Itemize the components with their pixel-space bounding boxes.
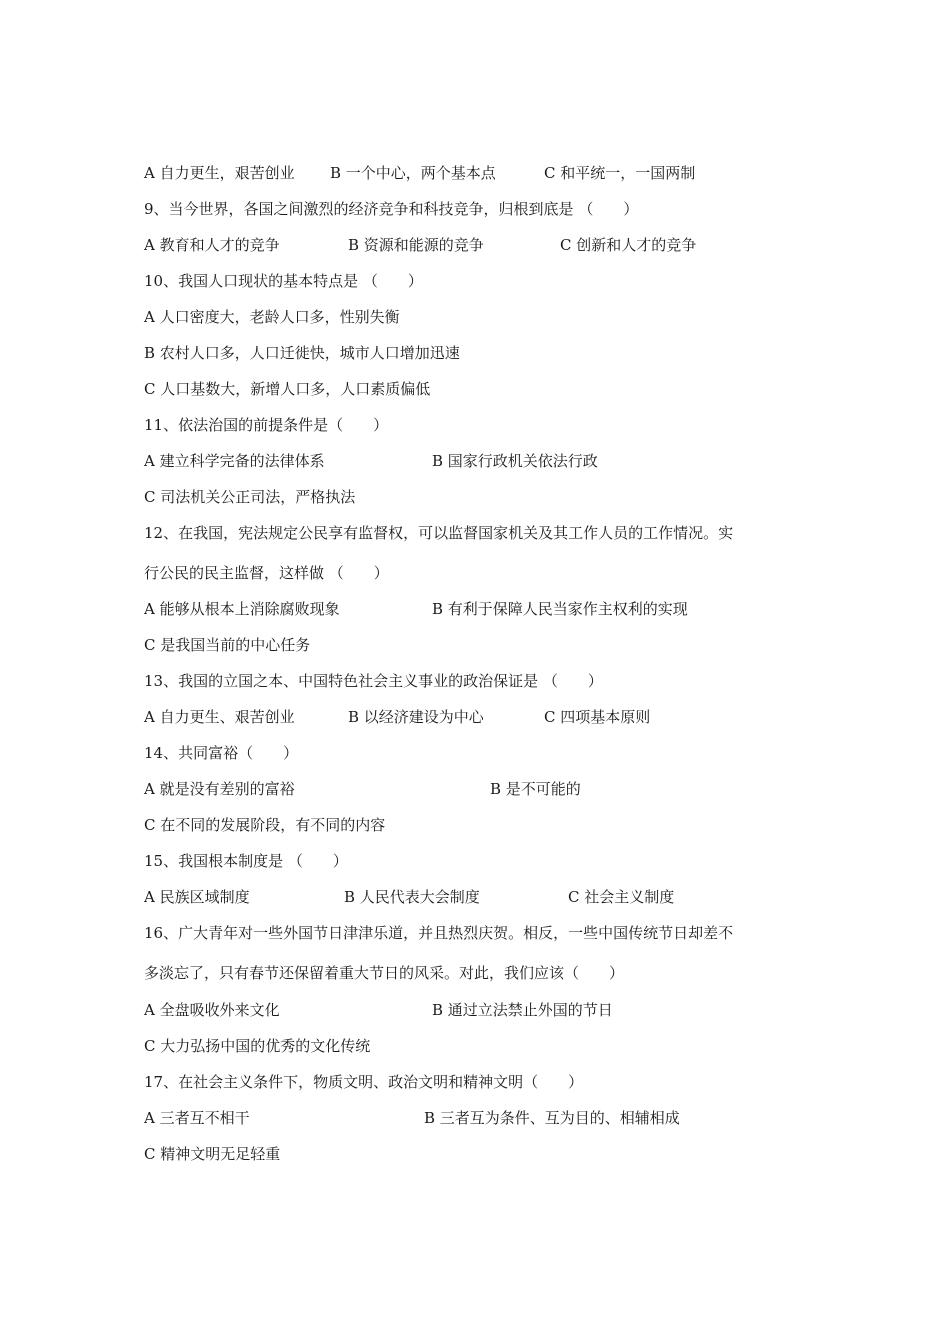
text-line: 14、共同富裕（ ） bbox=[144, 744, 299, 762]
text-line: 17、在社会主义条件下，物质文明、政治文明和精神文明（ ） bbox=[144, 1073, 584, 1091]
text-line: C 司法机关公正司法，严格执法 bbox=[144, 488, 356, 506]
text-line: 11、依法治国的前提条件是（ ） bbox=[144, 416, 389, 434]
text-line: C 是我国当前的中心任务 bbox=[144, 636, 311, 654]
answer-option: B 三者互为条件、互为目的、相辅相成 bbox=[424, 1109, 680, 1127]
answer-option: B 一个中心，两个基本点 bbox=[330, 164, 496, 182]
answer-option: A 民族区域制度 bbox=[144, 888, 250, 906]
answer-option: A 全盘吸收外来文化 bbox=[144, 1001, 280, 1019]
answer-option: A 建立科学完备的法律体系 bbox=[144, 452, 325, 470]
text-line: A 人口密度大，老龄人口多，性别失衡 bbox=[144, 308, 400, 326]
answer-option: A 自力更生、艰苦创业 bbox=[144, 708, 295, 726]
answer-option: A 自力更生，艰苦创业 bbox=[144, 164, 295, 182]
answer-option: C 创新和人才的竞争 bbox=[560, 236, 697, 254]
text-line: 12、在我国，宪法规定公民享有监督权，可以监督国家机关及其工作人员的工作情况。实 bbox=[144, 524, 734, 542]
answer-option: C 社会主义制度 bbox=[568, 888, 675, 906]
answer-option: B 有利于保障人民当家作主权利的实现 bbox=[432, 600, 688, 618]
answer-option: B 国家行政机关依法行政 bbox=[432, 452, 598, 470]
answer-option: A 能够从根本上消除腐败现象 bbox=[144, 600, 340, 618]
answer-option: C 四项基本原则 bbox=[544, 708, 651, 726]
text-line: 13、我国的立国之本、中国特色社会主义事业的政治保证是 （ ） bbox=[144, 672, 603, 690]
answer-option: B 通过立法禁止外国的节日 bbox=[432, 1001, 613, 1019]
text-line: 多淡忘了，只有春节还保留着重大节日的风采。对此，我们应该（ ） bbox=[144, 964, 625, 982]
answer-option: A 三者互不相干 bbox=[144, 1109, 250, 1127]
answer-option: A 就是没有差别的富裕 bbox=[144, 780, 295, 798]
text-line: C 在不同的发展阶段，有不同的内容 bbox=[144, 816, 386, 834]
answer-option: C 和平统一，一国两制 bbox=[544, 164, 696, 182]
text-line: 行公民的民主监督，这样做 （ ） bbox=[144, 564, 389, 582]
answer-option: B 以经济建设为中心 bbox=[348, 708, 484, 726]
text-line: 9、当今世界，各国之间激烈的经济竞争和科技竞争，归根到底是 （ ） bbox=[144, 200, 639, 218]
text-line: B 农村人口多，人口迁徙快，城市人口增加迅速 bbox=[144, 344, 460, 362]
text-line: 15、我国根本制度是 （ ） bbox=[144, 852, 348, 870]
answer-option: A 教育和人才的竞争 bbox=[144, 236, 280, 254]
answer-option: B 是不可能的 bbox=[490, 780, 581, 798]
text-line: C 大力弘扬中国的优秀的文化传统 bbox=[144, 1037, 371, 1055]
text-line: C 精神文明无足轻重 bbox=[144, 1145, 281, 1163]
answer-option: B 资源和能源的竞争 bbox=[348, 236, 484, 254]
text-line: 10、我国人口现状的基本特点是 （ ） bbox=[144, 272, 423, 290]
answer-option: B 人民代表大会制度 bbox=[344, 888, 480, 906]
text-line: C 人口基数大，新增人口多，人口素质偏低 bbox=[144, 380, 431, 398]
text-line: 16、广大青年对一些外国节日津津乐道，并且热烈庆贺。相反，一些中国传统节日却差不 bbox=[144, 924, 734, 942]
